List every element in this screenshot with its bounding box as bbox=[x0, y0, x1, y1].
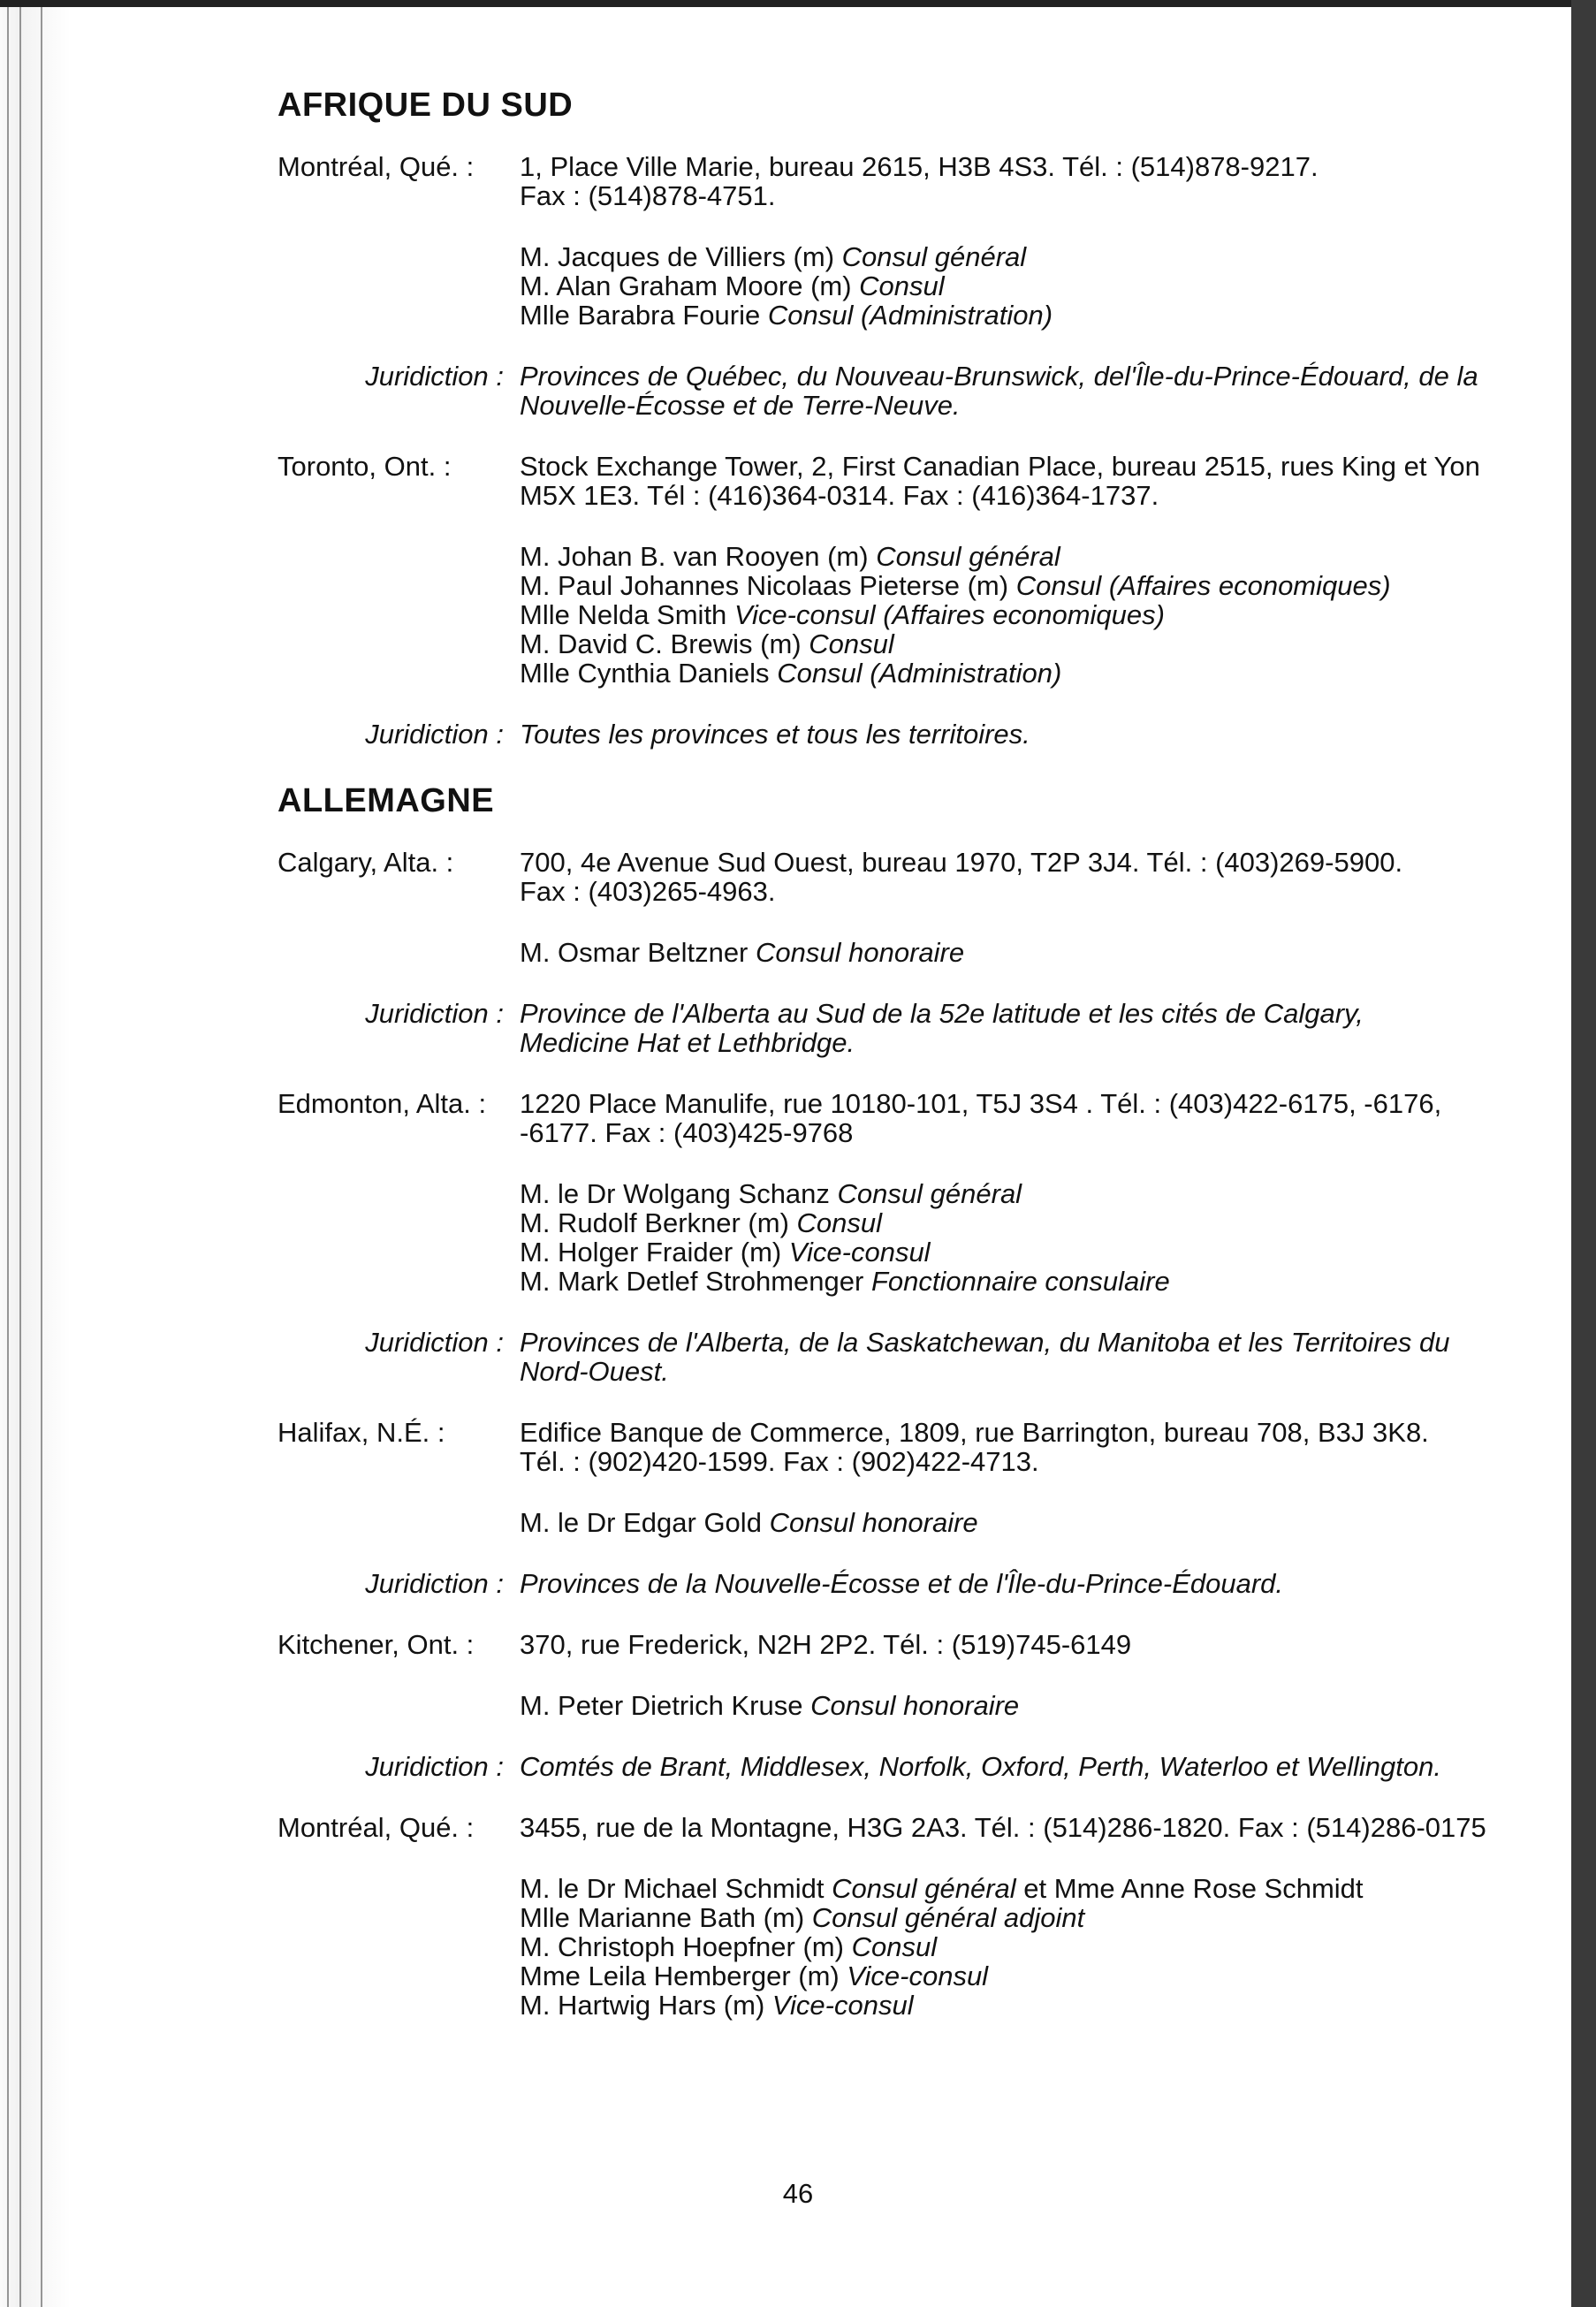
officer-name: Mlle Barabra Fourie bbox=[520, 300, 761, 331]
officer-entry bbox=[277, 1691, 1568, 1720]
officer-suffix: et Mme Anne Rose Schmidt bbox=[1015, 1873, 1364, 1904]
officer-name: M. le Dr Michael Schmidt bbox=[520, 1873, 825, 1904]
country-section bbox=[277, 85, 1568, 749]
officer-entry bbox=[277, 242, 1568, 271]
officer-entry bbox=[277, 1267, 1568, 1296]
country-section bbox=[277, 780, 1568, 2020]
officer-entry bbox=[277, 1932, 1568, 1961]
officer-name: M. Rudolf Berkner (m) bbox=[520, 1207, 789, 1238]
officer-list bbox=[277, 1508, 1568, 1537]
officer-name: Mlle Cynthia Daniels bbox=[520, 658, 770, 689]
officer-list bbox=[277, 1874, 1568, 2020]
officer-title: Consul bbox=[859, 270, 945, 301]
officer-name: M. Alan Graham Moore (m) bbox=[520, 270, 852, 301]
office-city: Calgary, Alta. : bbox=[277, 847, 454, 878]
officer-list bbox=[277, 1691, 1568, 1720]
jurisdiction-text: Provinces de la Nouvelle-Écosse et de l'Île-du-Prince-Édouard. bbox=[520, 1568, 1284, 1599]
office-address-row bbox=[277, 452, 1568, 510]
officer-entry bbox=[277, 301, 1568, 330]
jurisdiction-label: Juridiction : bbox=[365, 719, 504, 750]
officer-title: Vice-consul bbox=[847, 1961, 989, 1991]
officer-title: Consul bbox=[796, 1207, 883, 1238]
jurisdiction-label: Juridiction : bbox=[365, 361, 504, 392]
officer-name: M. Jacques de Villiers (m) bbox=[520, 241, 835, 272]
officer-title: Consul (Administration) bbox=[767, 300, 1053, 331]
officer-title: Consul honoraire bbox=[810, 1690, 1020, 1721]
officer-title: Consul général adjoint bbox=[811, 1902, 1085, 1933]
officer-entry bbox=[277, 629, 1568, 659]
officer-name: M. Mark Detlef Strohmenger bbox=[520, 1266, 864, 1297]
officer-entry bbox=[277, 271, 1568, 301]
office-city: Kitchener, Ont. : bbox=[277, 1629, 475, 1660]
officer-title: Consul général bbox=[837, 1178, 1022, 1209]
officer-name: M. Peter Dietrich Kruse bbox=[520, 1690, 803, 1721]
document-page bbox=[277, 85, 1568, 2052]
jurisdiction-text: Comtés de Brant, Middlesex, Norfolk, Oxford, Perth, Waterloo et Wellington. bbox=[520, 1751, 1441, 1782]
officer-entry bbox=[277, 571, 1568, 600]
office-address-row bbox=[277, 848, 1568, 906]
officer-name: M. Christoph Hoepfner (m) bbox=[520, 1931, 844, 1962]
page-number: 46 bbox=[782, 2178, 814, 2209]
office-city: Montréal, Qué. : bbox=[277, 151, 475, 182]
office-address: 1, Place Ville Marie, bureau 2615, H3B 4S3. Tél. : (514)878-9217. Fax : (514)878-4751. bbox=[520, 151, 1319, 211]
scan-edge-left bbox=[0, 0, 71, 2307]
officer-title: Consul bbox=[809, 628, 894, 659]
office-city: Montréal, Qué. : bbox=[277, 1812, 475, 1843]
office-address-row bbox=[277, 1089, 1568, 1147]
jurisdiction-label: Juridiction : bbox=[365, 1568, 504, 1599]
officer-title: Consul général bbox=[876, 541, 1060, 572]
officer-name: M. le Dr Edgar Gold bbox=[520, 1507, 762, 1538]
office-address: 1220 Place Manulife, rue 10180-101, T5J 3S4 . Tél. : (403)422-6175, -6176, -6177. Fax : (403)425-9768 bbox=[520, 1088, 1442, 1148]
officer-name: M. le Dr Wolgang Schanz bbox=[520, 1178, 830, 1209]
jurisdiction-row bbox=[277, 362, 1568, 420]
jurisdiction-text: Toutes les provinces et tous les territoires. bbox=[520, 719, 1030, 750]
officer-title: Vice-consul bbox=[771, 1990, 914, 2021]
officer-entry bbox=[277, 1991, 1568, 2020]
office-address: 3455, rue de la Montagne, H3G 2A3. Tél. : (514)286-1820. Fax : (514)286-0175 bbox=[520, 1812, 1486, 1843]
scan-edge-right bbox=[1571, 0, 1596, 2307]
jurisdiction-label: Juridiction : bbox=[365, 1327, 504, 1358]
officer-list bbox=[277, 938, 1568, 967]
officer-list bbox=[277, 542, 1568, 688]
officer-title: Consul général bbox=[841, 241, 1027, 272]
officer-title: Consul bbox=[851, 1931, 938, 1962]
jurisdiction-row bbox=[277, 1569, 1568, 1598]
jurisdiction-row bbox=[277, 1328, 1568, 1386]
office-city: Halifax, N.É. : bbox=[277, 1417, 445, 1448]
officer-name: M. Johan B. van Rooyen (m) bbox=[520, 541, 869, 572]
officer-entry bbox=[277, 1903, 1568, 1932]
officer-name: M. Hartwig Hars (m) bbox=[520, 1990, 765, 2021]
office-address: Stock Exchange Tower, 2, First Canadian Place, bureau 2515, rues King et Yon M5X 1E3. Tél : (416)364-0314. Fax : (416)364-1737. bbox=[520, 451, 1480, 511]
officer-name: M. Paul Johannes Nicolaas Pieterse (m) bbox=[520, 570, 1009, 601]
officer-title: Vice-consul bbox=[788, 1237, 931, 1268]
officer-name: M. Osmar Beltzner bbox=[520, 937, 749, 968]
officer-name: M. David C. Brewis (m) bbox=[520, 628, 802, 659]
office-city: Toronto, Ont. : bbox=[277, 451, 452, 482]
officer-title: Vice-consul (Affaires economiques) bbox=[733, 599, 1165, 630]
officer-title: Consul (Administration) bbox=[777, 658, 1062, 689]
officer-name: M. Holger Fraider (m) bbox=[520, 1237, 782, 1268]
office-address-row bbox=[277, 1418, 1568, 1476]
jurisdiction-text: Provinces de l'Alberta, de la Saskatchewan, du Manitoba et les Territoires du Nord-Ouest. bbox=[520, 1327, 1450, 1387]
office-address-row bbox=[277, 152, 1568, 210]
officer-title: Consul honoraire bbox=[756, 937, 965, 968]
officer-entry bbox=[277, 600, 1568, 629]
officer-title: Consul (Affaires economiques) bbox=[1015, 570, 1391, 601]
jurisdiction-text: Province de l'Alberta au Sud de la 52e latitude et les cités de Calgary, Medicine Hat et Lethbridge. bbox=[520, 998, 1364, 1058]
jurisdiction-label: Juridiction : bbox=[365, 1751, 504, 1782]
officer-entry bbox=[277, 1237, 1568, 1267]
jurisdiction-row bbox=[277, 720, 1568, 749]
scan-edge-top bbox=[0, 0, 1596, 7]
office-address: Edifice Banque de Commerce, 1809, rue Barrington, bureau 708, B3J 3K8. Tél. : (902)420-1599. Fax : (902)422-4713. bbox=[520, 1417, 1429, 1477]
office-address: 700, 4e Avenue Sud Ouest, bureau 1970, T2P 3J4. Tél. : (403)269-5900. Fax : (403)265-4963. bbox=[520, 847, 1403, 907]
officer-entry bbox=[277, 1208, 1568, 1237]
officer-title: Fonctionnaire consulaire bbox=[870, 1266, 1170, 1297]
officer-entry bbox=[277, 1179, 1568, 1208]
officer-name: Mme Leila Hemberger (m) bbox=[520, 1961, 840, 1991]
officer-entry bbox=[277, 1961, 1568, 1991]
office-address-row bbox=[277, 1630, 1568, 1659]
officer-list bbox=[277, 242, 1568, 330]
office-address: 370, rue Frederick, N2H 2P2. Tél. : (519)745-6149 bbox=[520, 1629, 1132, 1660]
officer-list bbox=[277, 1179, 1568, 1296]
country-heading: AFRIQUE DU SUD bbox=[277, 87, 574, 124]
officer-name: Mlle Marianne Bath (m) bbox=[520, 1902, 805, 1933]
officer-title: Consul honoraire bbox=[769, 1507, 978, 1538]
officer-entry bbox=[277, 542, 1568, 571]
country-heading: ALLEMAGNE bbox=[277, 782, 495, 819]
office-city: Edmonton, Alta. : bbox=[277, 1088, 487, 1119]
officer-entry bbox=[277, 1874, 1568, 1903]
office-address-row bbox=[277, 1813, 1568, 1842]
officer-entry bbox=[277, 659, 1568, 688]
jurisdiction-row bbox=[277, 999, 1568, 1057]
jurisdiction-row bbox=[277, 1752, 1568, 1781]
officer-name: Mlle Nelda Smith bbox=[520, 599, 727, 630]
jurisdiction-text: Provinces de Québec, du Nouveau-Brunswick, del'Île-du-Prince-Édouard, de la Nouvelle-Écosse et de Terre-Neuve. bbox=[520, 361, 1478, 421]
officer-entry bbox=[277, 938, 1568, 967]
jurisdiction-label: Juridiction : bbox=[365, 998, 504, 1029]
officer-title: Consul général bbox=[832, 1873, 1016, 1904]
officer-entry bbox=[277, 1508, 1568, 1537]
